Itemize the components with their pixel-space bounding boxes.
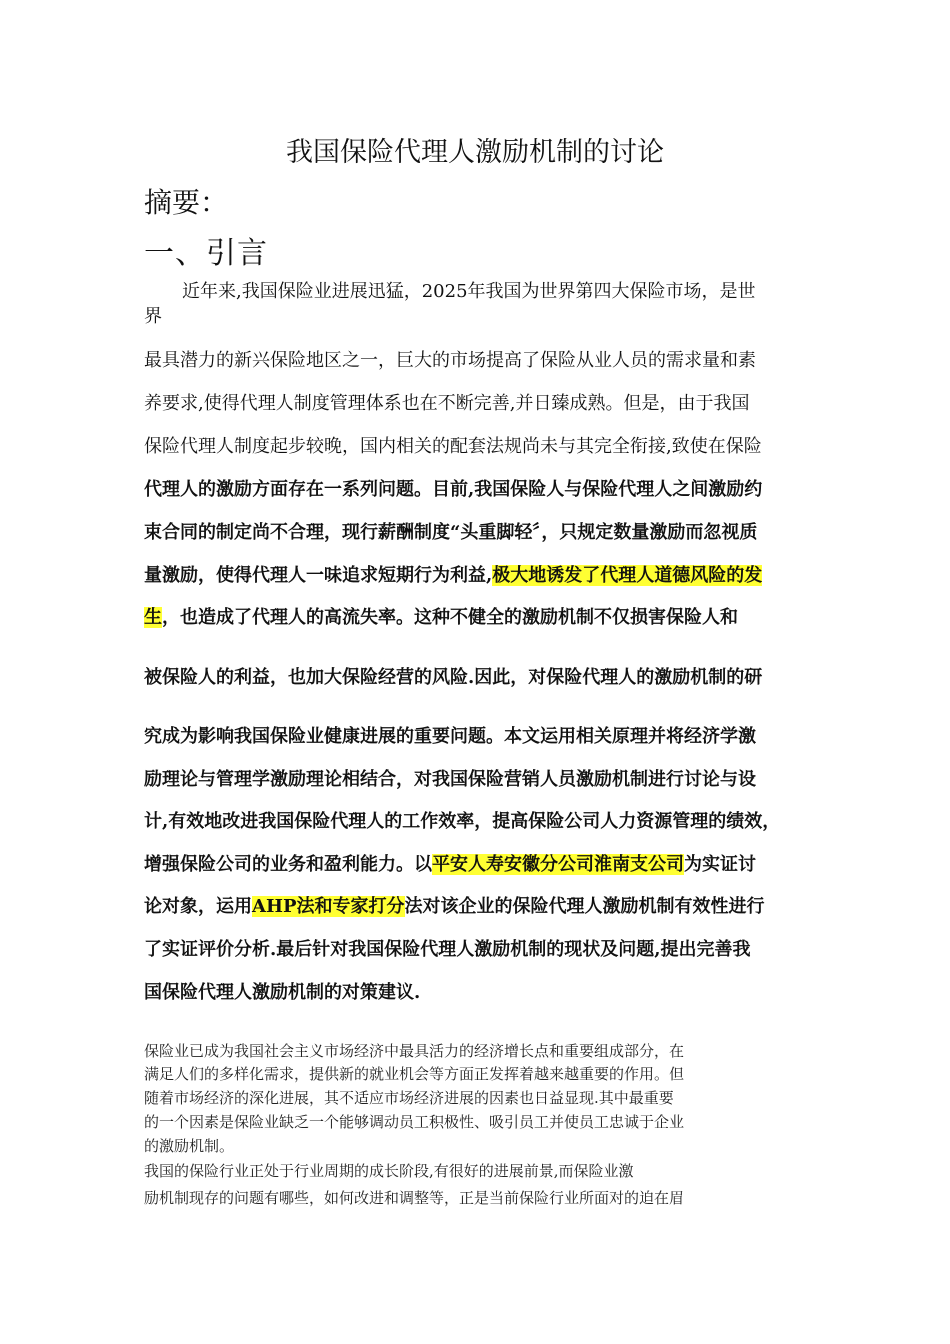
para1-text: ，也造成了代理人的高流失率。这种不健全的激励机制不仅损害保险人和 bbox=[162, 607, 738, 628]
para1-line: 计,有效地改进我国保险代理人的工作效率，提高保险公司人力资源管理的绩效， bbox=[144, 811, 781, 832]
para1-line: 励理论与管理学激励理论相结合，对我国保险营销人员激励机制进行讨论与设 bbox=[144, 769, 756, 790]
para1-line: 养要求,使得代理人制度管理体系也在不断完善,并日臻成熟。但是，由于我国 bbox=[144, 393, 750, 414]
highlighted-text: 极大地诱发了代理人道德风险的发 bbox=[492, 565, 763, 586]
para1-line bbox=[144, 850, 756, 876]
para1-line: 了实证评价分析.最后针对我国保险代理人激励机制的现状及问题,提出完善我 bbox=[144, 939, 751, 960]
para1-line: 国保险代理人激励机制的对策建议. bbox=[144, 982, 421, 1003]
para1-line: 束合同的制定尚不合理，现行薪酬制度“头重脚轻〞，只规定数量激励而忽视质 bbox=[144, 522, 758, 543]
para2-line: 励机制现存的问题有哪些，如何改进和调整等，正是当前保险行业所面对的迫在眉 bbox=[144, 1189, 685, 1207]
abstract-heading: 摘要： bbox=[144, 186, 229, 219]
para1-line: 代理人的激励方面存在一系列问题。目前,我国保险人与保险代理人之间激励约 bbox=[144, 479, 763, 500]
para2-line: 我国的保险行业正处于行业周期的成长阶段,有很好的进展前景,而保险业激 bbox=[144, 1162, 634, 1180]
para2-line: 的激励机制。 bbox=[144, 1137, 235, 1155]
para1-line: 界 bbox=[144, 306, 162, 327]
para1-line: 最具潜力的新兴保险地区之一，巨大的市场提高了保险从业人员的需求量和素 bbox=[144, 350, 756, 371]
para1-text: 论对象，运用 bbox=[144, 896, 252, 917]
para2-line: 保险业已成为我国社会主义市场经济中最具活力的经济增长点和重要组成部分，在 bbox=[144, 1042, 685, 1060]
para1-text: 为实证讨 bbox=[684, 854, 756, 875]
highlighted-text: 生 bbox=[144, 607, 162, 628]
para2-line: 随着市场经济的深化进展，其不适应市场经济进展的因素也日益显现.其中最重要 bbox=[144, 1089, 674, 1107]
para1-line: 保险代理人制度起步较晚，国内相关的配套法规尚未与其完全衔接,致使在保险 bbox=[144, 436, 762, 457]
intro-heading: 一、引言 bbox=[144, 236, 268, 271]
para1-line bbox=[144, 603, 738, 629]
para1-line: 究成为影响我国保险业健康进展的重要问题。本文运用相关原理并将经济学激 bbox=[144, 726, 756, 747]
para1-line: 被保险人的利益，也加大保险经营的风险.因此，对保险代理人的激励机制的研 bbox=[144, 667, 763, 688]
para1-line bbox=[144, 892, 765, 918]
para1-text: 量激励，使得代理人一味追求短期行为利益, bbox=[144, 565, 493, 586]
para1-line: 近年来,我国保险业进展迅猛，2025年我国为世界第四大保险市场，是世 bbox=[182, 281, 756, 302]
para1-text: 增强保险公司的业务和盈利能力。以 bbox=[144, 854, 432, 875]
para2-line: 的一个因素是保险业缺乏一个能够调动员工积极性、吸引员工并使员工忠诚于企业 bbox=[144, 1113, 685, 1131]
para1-text: 法对该企业的保险代理人激励机制有效性进行 bbox=[404, 896, 765, 917]
para1-line bbox=[144, 561, 762, 587]
document-title: 我国保险代理人激励机制的讨论 bbox=[286, 137, 664, 168]
para2-line: 满足人们的多样化需求，提供新的就业机会等方面正发挥着越来越重要的作用。但 bbox=[144, 1065, 685, 1083]
highlighted-text: 平安人寿安徽分公司淮南支公司 bbox=[432, 854, 684, 875]
highlighted-text: AHP法和专家打分 bbox=[252, 896, 405, 917]
